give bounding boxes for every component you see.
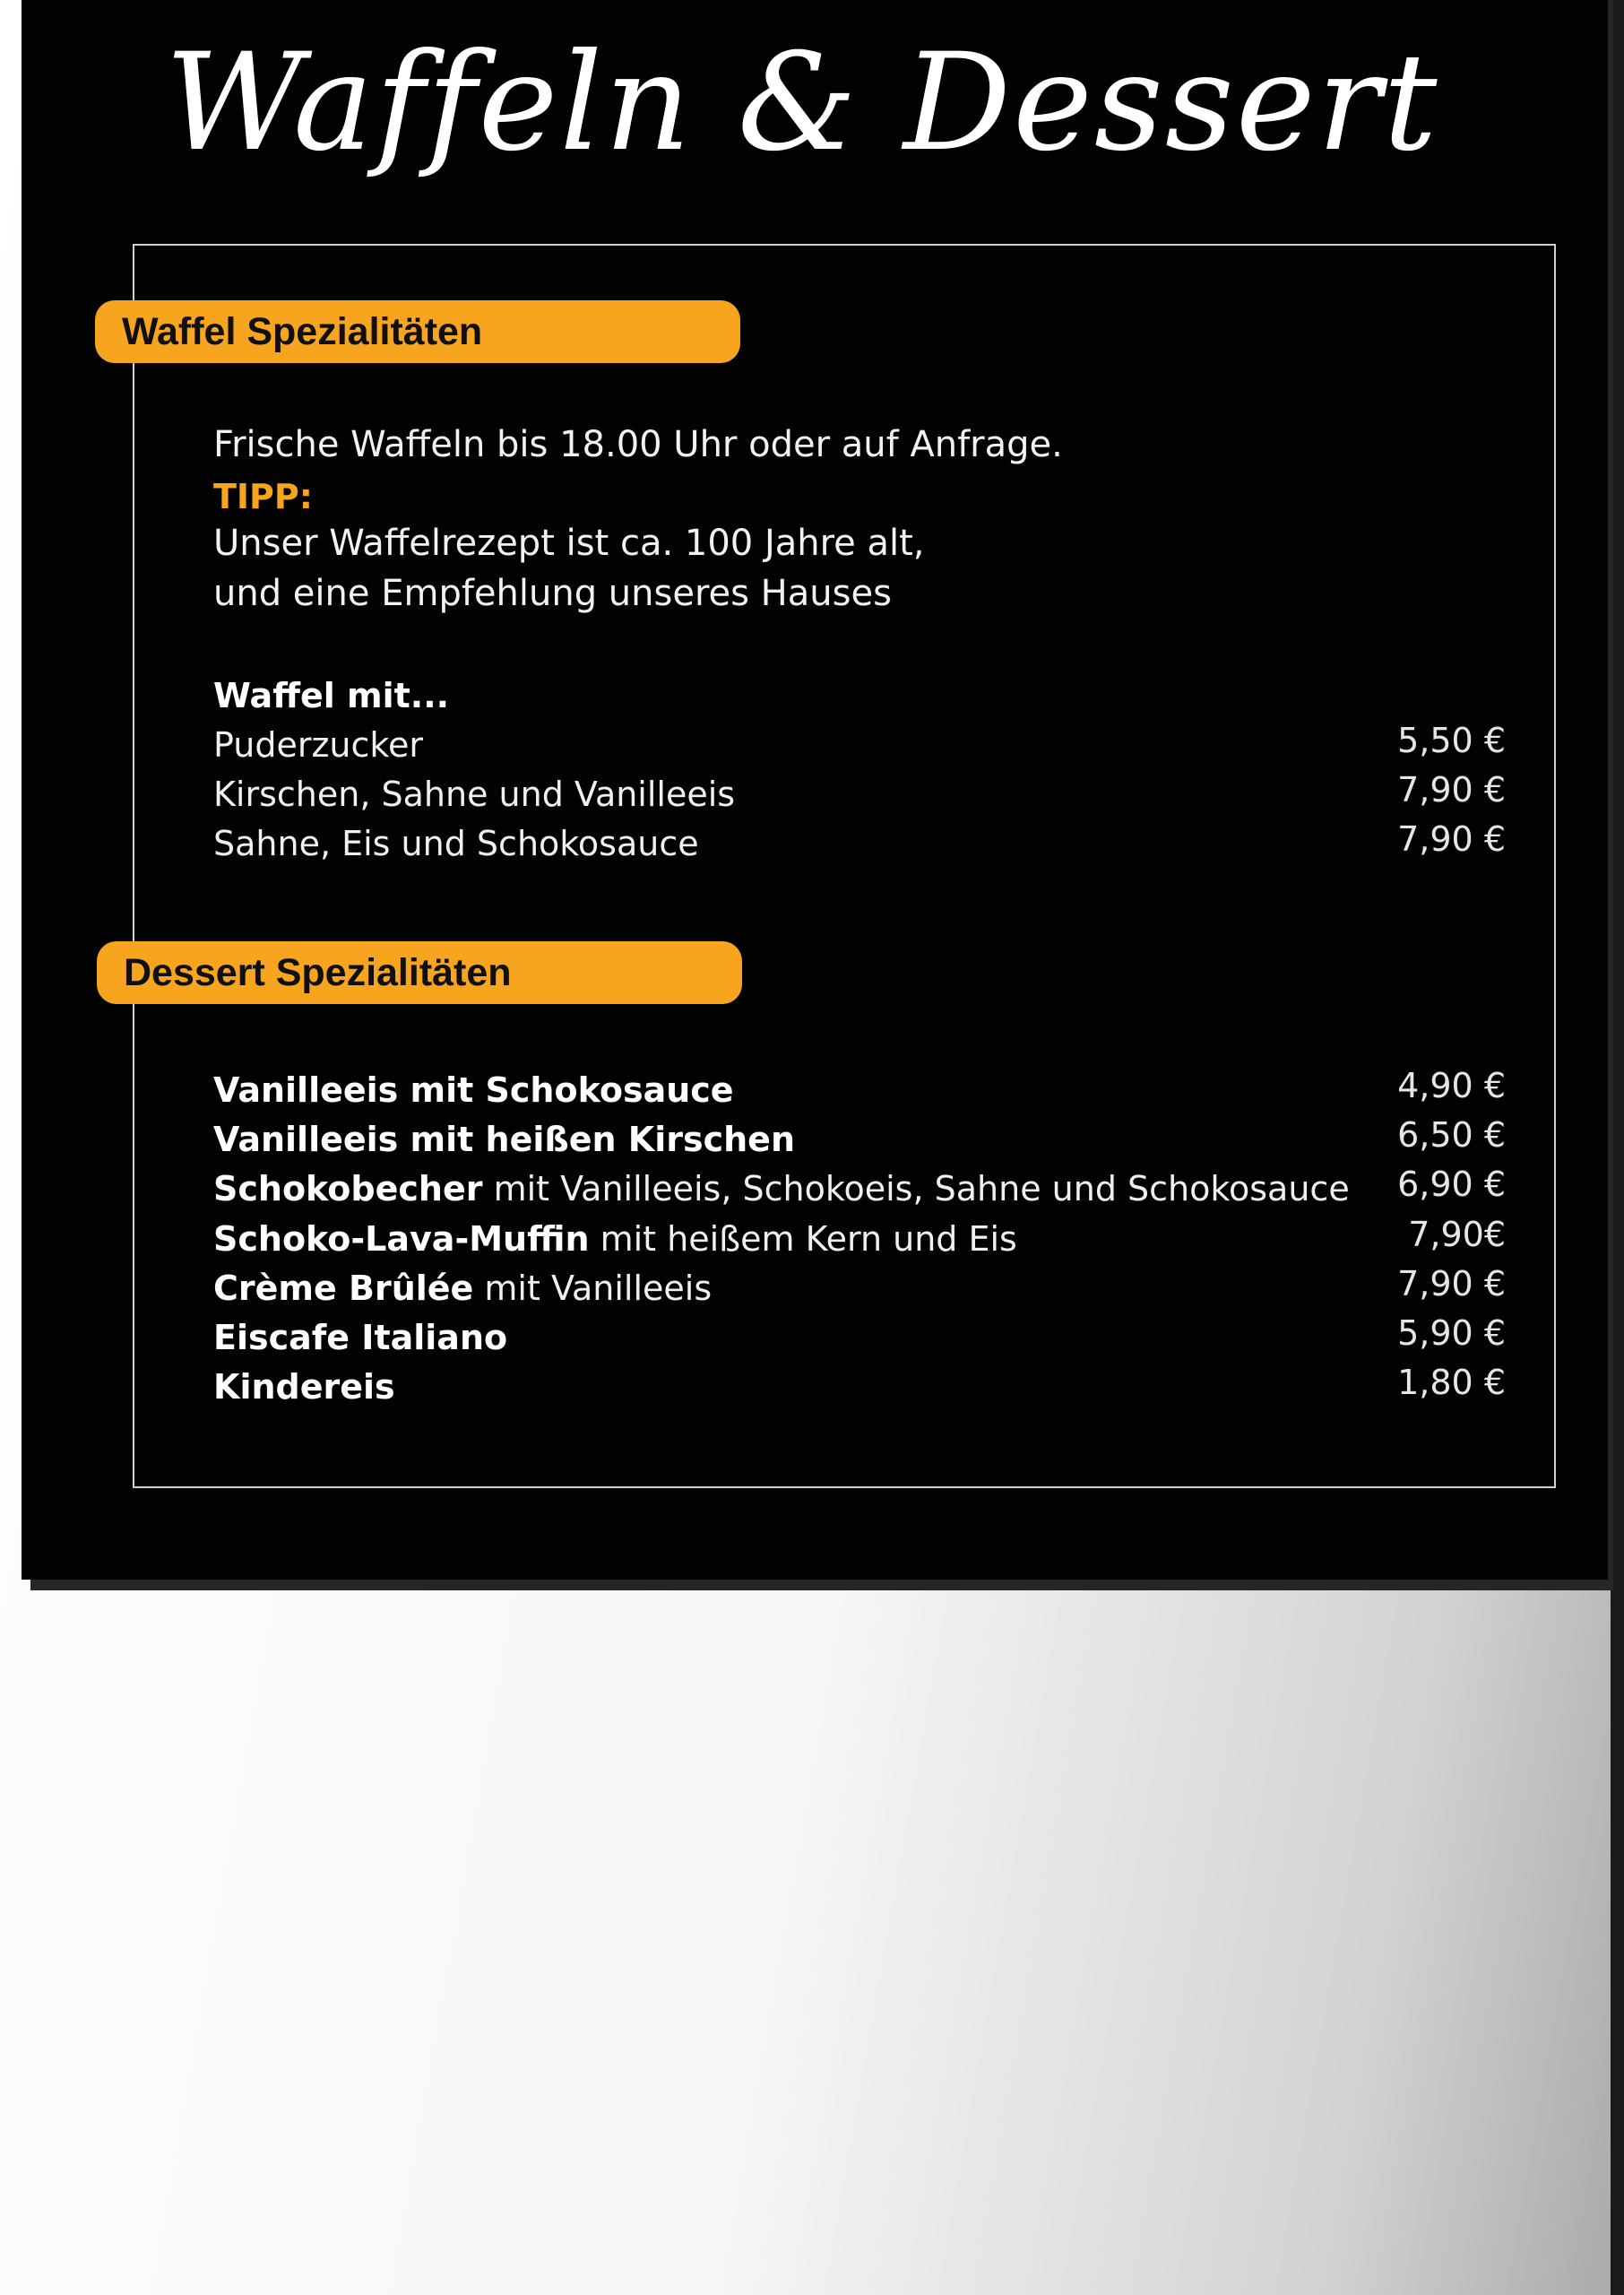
tipp-text-line-2: und eine Empfehlung unseres Hauses [213,573,892,614]
dessert-section-heading-label: Dessert Spezialitäten [124,950,512,994]
dessert-item-price: 7,90 € [1397,1264,1506,1303]
menu-item-name: Puderzucker [213,725,424,765]
dessert-item-price: 6,90 € [1397,1165,1506,1204]
dessert-item [213,1265,712,1312]
waffel-intro-text: Frische Waffeln bis 18.00 Uhr oder auf Anfrage. [213,424,1063,465]
menu-item-price: 7,90 € [1397,770,1506,810]
dessert-item-name: Crème Brûlée [213,1269,474,1308]
dessert-item-name: Vanilleeis mit Schokosauce [213,1070,734,1110]
menu-item-name: Kirschen, Sahne und Vanilleeis [213,775,736,814]
menu-item-price: 7,90 € [1397,819,1506,859]
dessert-item [213,1116,795,1163]
menu-item-price: 5,50 € [1397,721,1506,760]
dessert-item-name: Schokobecher [213,1169,483,1208]
dessert-item-price: 6,50 € [1397,1115,1506,1155]
dessert-item [213,1165,1350,1212]
tipp-text-line-1: Unser Waffelrezept ist ca. 100 Jahre alt, [213,523,925,564]
dessert-section-heading [97,941,742,1004]
dessert-item [213,1314,507,1361]
dessert-item-price: 7,90€ [1408,1215,1506,1254]
dessert-item [213,1067,734,1113]
dessert-item [213,1216,1017,1262]
waffel-section-heading-label: Waffel Spezialitäten [122,309,483,353]
dessert-item-detail: mit heißem Kern und Eis [589,1219,1017,1259]
dessert-item-price: 4,90 € [1397,1066,1506,1105]
tipp-label: TIPP: [213,477,313,516]
dessert-item-price: 5,90 € [1397,1313,1506,1353]
dessert-item-name: Eiscafe Italiano [213,1318,508,1357]
dessert-item-name: Vanilleeis mit heißen Kirschen [213,1120,796,1159]
dessert-item-name: Kindereis [213,1367,395,1407]
dessert-item [213,1364,395,1410]
waffel-subheading: Waffel mit... [213,676,450,715]
dessert-item-price: 1,80 € [1397,1363,1506,1402]
dessert-item-detail: mit Vanilleeis, Schokoeis, Sahne und Schokosauce [482,1169,1350,1208]
menu-item-name: Sahne, Eis und Schokosauce [213,824,699,863]
dessert-item-detail: mit Vanilleeis [473,1269,713,1308]
waffel-section-heading [95,300,740,363]
page-title: Waffeln & Dessert [165,25,1439,181]
dessert-item-name: Schoko-Lava-Muffin [213,1219,590,1259]
